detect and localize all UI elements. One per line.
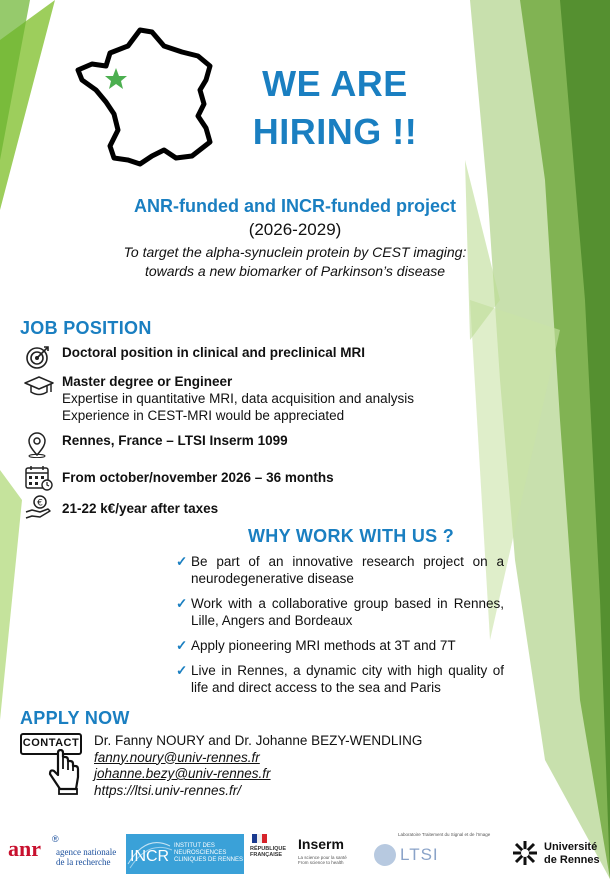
svg-text:€: € [37, 498, 43, 509]
ltsi-mark: LTSI [400, 845, 439, 864]
anr-text-line2: de la recherche [56, 857, 111, 867]
inserm-mark: Inserm [298, 836, 344, 852]
graduation-cap-icon [24, 373, 54, 399]
project-subtitle [90, 243, 500, 281]
job-item-location [24, 432, 464, 458]
incr-text-line3: CLINIQUES DE RENNES [174, 857, 244, 863]
incr-mark: INCR [130, 848, 170, 865]
incr-text-line1: INSTITUT DES [174, 843, 215, 849]
rf-text-line1: RÉPUBLIQUE [250, 846, 287, 852]
republique-francaise-logo [250, 834, 292, 874]
project-subtitle-line2: towards a new biomarker of Parkinson’s disease [144, 263, 446, 279]
target-icon [24, 344, 54, 370]
contact-icon [20, 733, 86, 795]
anr-text-line1: agence nationale [56, 847, 117, 857]
headline-line2: HIRING !! [252, 111, 418, 152]
partner-logos [0, 820, 610, 879]
rf-text-line2: FRANÇAISE [250, 852, 283, 858]
why-work-list [176, 553, 504, 704]
location-pin-icon [24, 432, 54, 458]
headline-line1: WE ARE [262, 63, 408, 104]
contact-label: CONTACT [20, 733, 82, 755]
why-item: ✓ Be part of an innovative research project on a neurodegenerative disease [176, 554, 504, 586]
job-item-doctoral-text: Doctoral position in clinical and preclinical MRI [62, 345, 366, 360]
website-link[interactable]: https://ltsi.univ-rennes.fr/ [94, 782, 242, 798]
anr-logo [8, 836, 123, 876]
why-item: ✓ Live in Rennes, a dynamic city with high quality of life and direct access to the sea and Paris [176, 663, 504, 695]
why-item: ✓ Apply pioneering MRI methods at 3T and 7T [176, 638, 456, 653]
job-item-degree-title: Master degree or Engineer [62, 374, 233, 389]
contact-names: Dr. Fanny NOURY and Dr. Johanne BEZY-WENDLING [94, 733, 423, 748]
job-item-degree-line1: Expertise in quantitative MRI, data acquisition and analysis [62, 391, 414, 406]
project-years: (2026-2029) [248, 220, 342, 239]
job-item-degree-line2: Experience in CEST-MRI would be appreciated [62, 408, 345, 423]
job-item-dates-text: From october/november 2026 – 36 months [62, 470, 334, 485]
univ-rennes-emblem-icon [512, 840, 538, 866]
job-item-salary [24, 494, 464, 520]
anr-mark: anr [8, 836, 41, 861]
why-item: ✓ Work with a collaborative group based in Rennes, Lille, Angers and Bordeaux [176, 596, 504, 628]
checkmark-icon: ✓ [176, 554, 188, 569]
ltsi-header: Laboratoire Traitement du Signal et de l’Image [398, 832, 491, 837]
job-item-degree [24, 373, 464, 424]
inserm-tagline-1: La science pour la santé [298, 855, 347, 860]
calendar-icon [24, 465, 54, 491]
inserm-tagline-2: From science to health [298, 860, 344, 865]
why-work-heading: WHY WORK WITH US ? [248, 526, 455, 546]
job-position-heading: JOB POSITION [20, 318, 152, 338]
contact-details [94, 733, 422, 799]
project-title: ANR-funded and INCR-funded project [134, 196, 456, 216]
apply-now-heading: APPLY NOW [20, 708, 130, 728]
job-item-location-text: Rennes, France – LTSI Inserm 1099 [62, 433, 288, 448]
email-link-bezy[interactable]: johanne.bezy@univ-rennes.fr [94, 766, 271, 781]
univ-text-line1: Université [544, 841, 598, 853]
job-item-doctoral [24, 344, 464, 370]
project-subtitle-line1: To target the alpha-synuclein protein by CEST imaging: [123, 244, 467, 260]
inserm-logo [298, 836, 358, 874]
ltsi-logo [370, 832, 491, 872]
job-item-salary-text: 21-22 k€/year after taxes [62, 501, 219, 516]
univ-text-line2: de Rennes [544, 854, 600, 866]
hiring-headline [200, 60, 470, 156]
universite-rennes-logo [512, 836, 608, 874]
pointing-hand-icon [46, 749, 86, 795]
checkmark-icon: ✓ [176, 596, 188, 611]
anr-registered: ® [52, 834, 59, 844]
euro-hand-icon [24, 494, 54, 520]
checkmark-icon: ✓ [176, 663, 188, 678]
incr-text-line2: NEUROSCIENCES [174, 850, 227, 856]
job-item-dates [24, 465, 464, 491]
email-link-noury[interactable]: fanny.noury@univ-rennes.fr [94, 749, 260, 765]
ltsi-circle-icon [374, 844, 396, 866]
checkmark-icon: ✓ [176, 638, 188, 653]
incr-logo [126, 834, 244, 874]
